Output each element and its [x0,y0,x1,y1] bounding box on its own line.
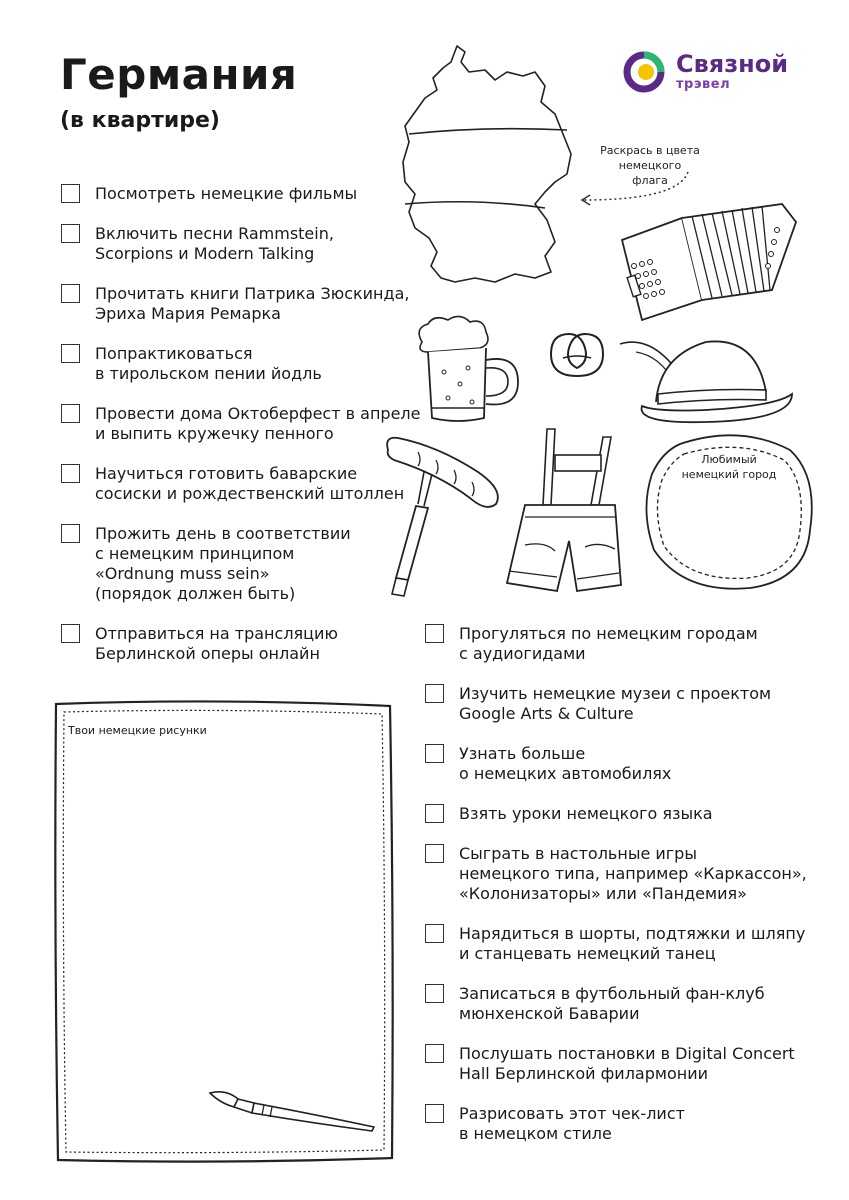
logo-name: Связной [676,50,789,78]
checkbox[interactable] [61,284,80,303]
checklist-item[interactable] [425,984,765,1024]
checklist-label: Разрисовать этот чек-лист в немецком стиле [459,1104,685,1143]
logo-mark-icon [624,50,668,94]
checkbox[interactable] [61,404,80,423]
checkbox[interactable] [425,624,444,643]
checklist-item[interactable] [425,804,713,824]
checklist-label: Узнать больше о немецких автомобилях [459,744,672,783]
checkbox[interactable] [61,344,80,363]
accordion-icon [612,200,802,325]
checklist-item[interactable] [425,744,671,784]
checklist-label: Научиться готовить баварские сосиски и рождественский штоллен [95,464,405,503]
checklist-label: Нарядиться в шорты, подтяжки и шляпу и станцевать немецкий танец [459,924,806,963]
checklist-item[interactable] [61,524,351,604]
flag-hint: Раскрась в цвета немецкого флага [600,144,700,187]
checkbox[interactable] [425,984,444,1003]
drawing-area-label: Твои немецкие рисунки [68,724,207,737]
checklist-item[interactable] [61,224,334,264]
pretzel-icon [545,318,609,382]
checklist-label: Отправиться на трансляцию Берлинской оперы онлайн [95,624,338,663]
checklist-label: Послушать постановки в Digital Concert Hall Берлинской филармонии [459,1044,795,1083]
checklist-item[interactable] [425,684,771,724]
checkbox[interactable] [425,684,444,703]
checkbox[interactable] [61,224,80,243]
checklist-item[interactable] [425,1044,795,1084]
checklist-label: Прожить день в соответствии с немецким принципом «Ordnung muss sein» (порядок должен быть) [95,524,351,603]
checklist-item[interactable] [61,284,409,324]
checkbox[interactable] [61,624,80,643]
checkbox[interactable] [425,744,444,763]
checklist-item[interactable] [61,404,420,444]
checkbox[interactable] [425,804,444,823]
checklist-label: Прочитать книги Патрика Зюскинда, Эриха Мария Ремарка [95,284,410,323]
checklist-item[interactable] [425,924,805,964]
checklist-item[interactable] [425,624,758,664]
checklist-label: Записаться в футбольный фан-клуб мюнхенской Баварии [459,984,765,1023]
checklist-item[interactable] [61,624,338,664]
checklist-item[interactable] [425,844,807,904]
checklist-label: Прогуляться по немецким городам с аудиогидами [459,624,758,663]
checklist-label: Включить песни Rammstein, Scorpions и Modern Talking [95,224,334,263]
checkbox[interactable] [61,184,80,203]
sausage-fork-icon [378,432,508,600]
checklist-label: Изучить немецкие музеи с проектом Google Arts & Culture [459,684,772,723]
checkbox[interactable] [61,524,80,543]
checklist-item[interactable] [61,464,404,504]
germany-map-icon [395,42,585,292]
checklist-label: Сыграть в настольные игры немецкого типа, например «Каркассон», «Колонизаторы» или «Пандемия» [459,844,807,903]
checkbox[interactable] [61,464,80,483]
checklist-label: Попрактиковаться в тирольском пении йодль [95,344,322,383]
checklist-label: Провести дома Октоберфест в апреле и выпить кружечку пенного [95,404,421,443]
checklist-item[interactable] [425,1104,685,1144]
checkbox[interactable] [425,1044,444,1063]
paintbrush-icon [208,1085,378,1135]
checkbox[interactable] [425,1104,444,1123]
checklist-label: Посмотреть немецкие фильмы [95,184,358,203]
checklist-item[interactable] [61,344,322,384]
checklist-item[interactable] [61,184,357,204]
page-title: Германия [60,50,298,99]
checklist-label: Взять уроки немецкого языка [459,804,713,823]
checkbox[interactable] [425,924,444,943]
page-subtitle: (в квартире) [60,108,220,133]
lederhosen-icon [495,425,625,595]
logo-sub: трэвел [676,77,731,92]
tyrolean-hat-icon [616,332,796,427]
beer-mug-icon [408,312,526,430]
checkbox[interactable] [425,844,444,863]
city-hint: Любимый немецкий город [681,453,777,481]
